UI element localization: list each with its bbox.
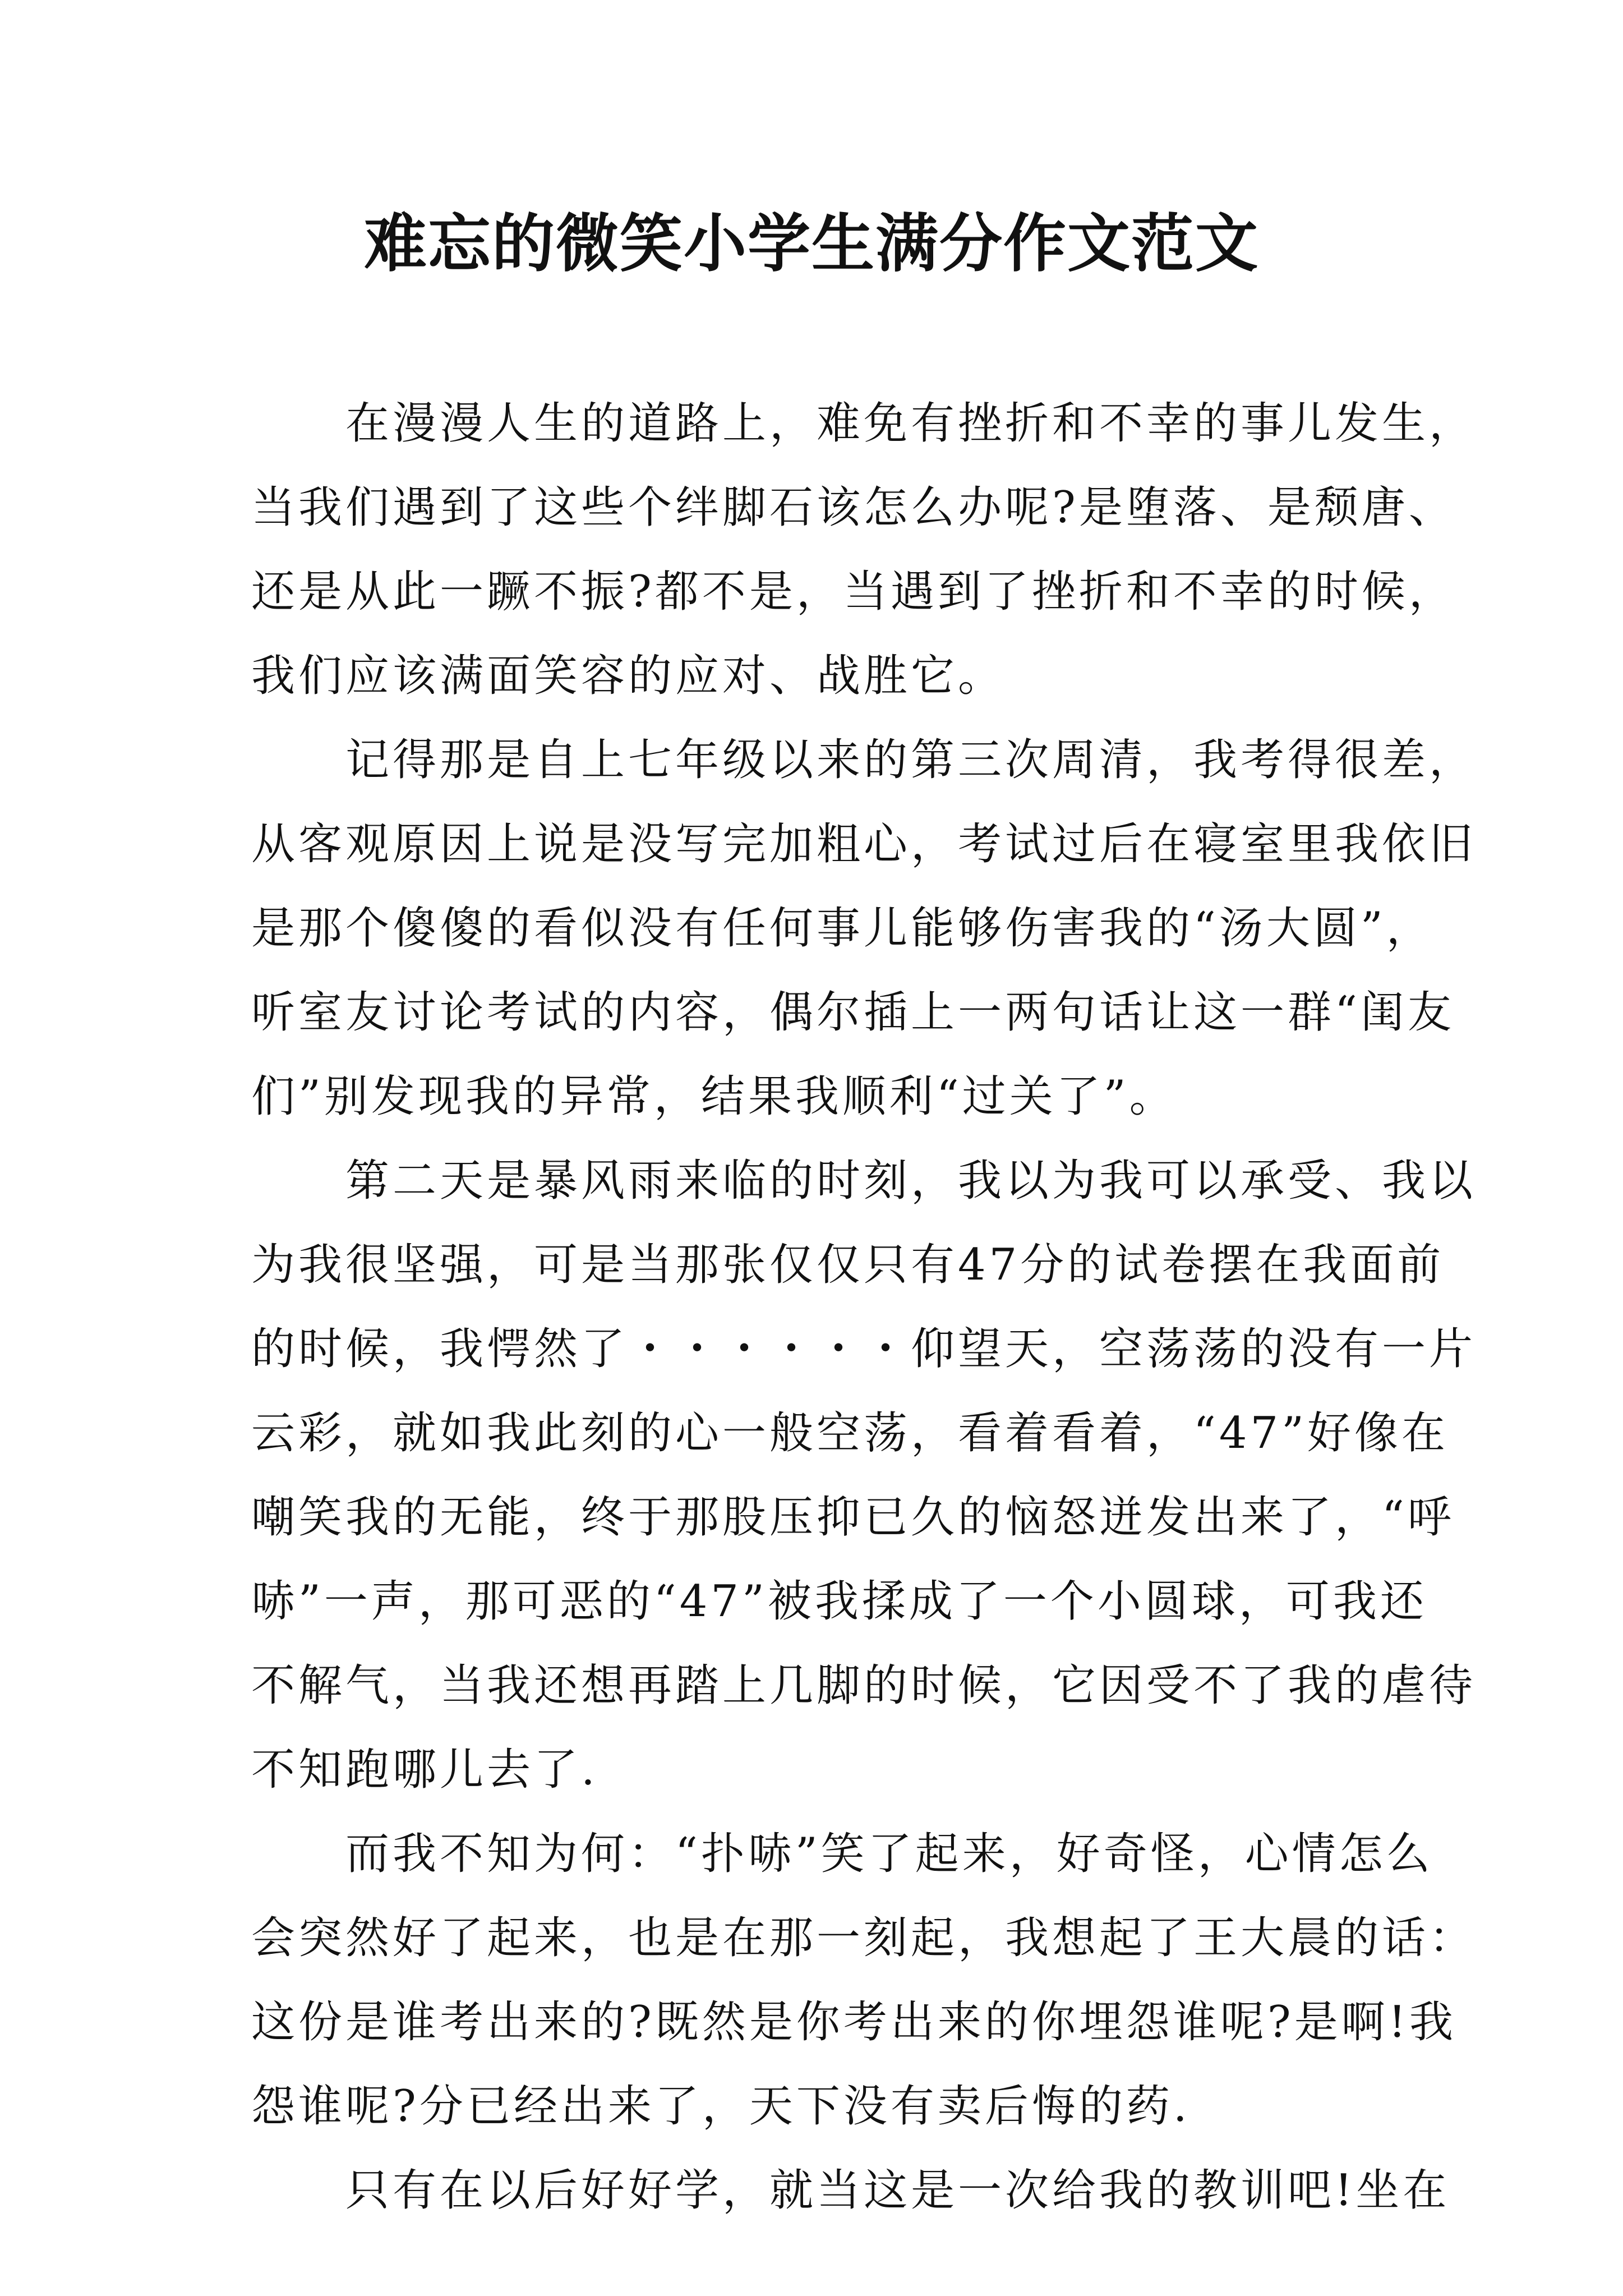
text-line: 云彩，就如我此刻的心一般空荡，看着看着，“47”好像在: [251, 1408, 1449, 1458]
text-line: 还是从此一蹶不振?都不是，当遇到了挫折和不幸的时候，: [251, 567, 1456, 617]
text-line: 的时候，我愕然了・・・・・・仰望天，空荡荡的没有一片: [251, 1324, 1477, 1374]
text-line: 我们应该满面笑容的应对、战胜它。: [251, 651, 1006, 701]
text-line: 记得那是自上七年级以来的第三次周清，我考得很差，: [251, 735, 1477, 785]
text-line: 怨谁呢?分已经出来了，天下没有卖后悔的药.: [251, 2081, 1191, 2132]
text-line: 哧”一声，那可恶的“47”被我揉成了一个小圆球，可我还: [251, 1576, 1427, 1627]
text-line: 嘲笑我的无能，终于那股压抑已久的恼怒迸发出来了，“呼: [251, 1492, 1455, 1543]
text-line: 们”别发现我的异常，结果我顺利“过关了”。: [251, 1071, 1177, 1122]
text-line: 会突然好了起来，也是在那一刻起，我想起了王大晨的话：: [251, 1913, 1477, 1963]
text-line: 在漫漫人生的道路上，难免有挫折和不幸的事儿发生，: [251, 398, 1477, 449]
document-title: 难忘的微笑小学生满分作文范文: [364, 207, 1259, 280]
text-line: 而我不知为何：“扑哧”笑了起来，好奇怪，心情怎么: [251, 1829, 1433, 1879]
text-line: 第二天是暴风雨来临的时刻，我以为我可以承受、我以: [251, 1156, 1477, 1206]
text-line: 听室友讨论考试的内容，偶尔插上一两句话让这一群“闺友: [251, 987, 1455, 1038]
document-body: [251, 381, 1477, 2233]
text-line: 这份是谁考出来的?既然是你考出来的你埋怨谁呢?是啊!我: [251, 1997, 1456, 2047]
text-line: 只有在以后好好学，就当这是一次给我的教训吧!坐在: [251, 2165, 1450, 2216]
text-line: 不知跑哪儿去了.: [251, 1745, 598, 1795]
text-line: 是那个傻傻的看似没有任何事儿能够伤害我的“汤大圆”，: [251, 903, 1433, 954]
text-line: 从客观原因上说是没写完加粗心，考试过后在寝室里我依旧: [251, 819, 1477, 869]
text-line: 为我很坚强，可是当那张仅仅只有47分的试卷摆在我面前: [251, 1240, 1445, 1290]
text-line: 不解气，当我还想再踏上几脚的时候，它因受不了我的虐待: [251, 1660, 1477, 1711]
text-line: 当我们遇到了这些个绊脚石该怎么办呢?是堕落、是颓唐、: [251, 482, 1456, 533]
